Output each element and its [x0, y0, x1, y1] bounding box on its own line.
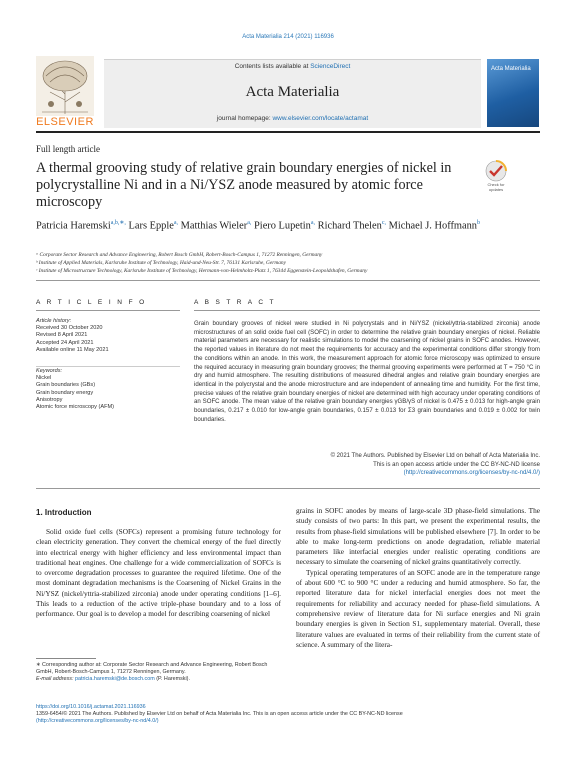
affiliation-c: ᶜ Institute of Microstructure Technology, Karlsruhe Institute of Technology, Hermann-von-Helmholtz-Platz 1, 76344 Eggenstein-Leopoldshafen, Germany: [36, 268, 368, 274]
author-name[interactable]: Michael J. Hoffmann: [388, 220, 478, 232]
intro-paragraph-2: grains in SOFC anodes by means of large-scale 3D phase-field simulations. The study consists of two parts: In this part, we present the experimental results, the results from phase-field simulations will be published elsewhere [7]. In order to be able to make long-term predictions on anode degradation, reliable material parameters like interfacial energies under realistic operating conditions are necessary to simulate the coarsening of nickel grains quantitatively correctly.: [296, 506, 540, 567]
intro-paragraph-3: Typical operating temperatures of an SOFC anode are in the temperature range of about 600 °C to 900 °C under a reducing and humid atmosphere. So far, the reported literature data for nickel interfacial energies does not meet the requirements for reliability and accuracy needed for phase-field simulations. A comprehensive review of literature data for Ni surface energies and Ni grain boundary energies is given in Section S1, supplementary material. Overall, these literature values are evaluated in terms of their reliability from the current state of science. A summary of the litera-: [296, 567, 540, 649]
author-affiliation-marker[interactable]: c,: [381, 220, 386, 226]
title-rule: [36, 280, 540, 281]
author-affiliation-marker[interactable]: a,: [310, 220, 316, 226]
email-line: [36, 676, 281, 683]
footnote: [36, 662, 281, 683]
issn-line: 1359-6454/© 2021 The Authors. Published by Elsevier Ltd on behalf of Acta Materialia Inc. This is an open access article under the CC BY-NC-ND license: [36, 711, 403, 717]
journal-citation[interactable]: Acta Materialia 214 (2021) 116936: [242, 34, 334, 40]
history-revised: Revised 8 April 2021: [36, 332, 88, 339]
keywords-label: Keywords:: [36, 368, 63, 374]
article-history: [36, 318, 180, 354]
history-accepted: Accepted 24 April 2021: [36, 339, 94, 346]
author-affiliation-marker[interactable]: a,: [173, 220, 179, 226]
footnote-rule: [36, 658, 96, 659]
keyword-item: Grain boundaries (GBs): [36, 382, 96, 389]
contents-line: [104, 63, 481, 70]
history-label: Article history:: [36, 318, 72, 324]
abstract-heading: A B S T R A C T: [194, 299, 276, 306]
author-name[interactable]: Piero Lupetin: [254, 220, 311, 232]
affiliation-b: ᵇ Institute of Applied Materials, Karlsruhe Institute of Technology, Haid-und-Neu-Str. 7, 76131 Karlsruhe, Germany: [36, 260, 287, 266]
author-name[interactable]: Matthias Wieler: [180, 220, 248, 232]
author-affiliation-marker[interactable]: b: [477, 220, 481, 226]
email-link[interactable]: patricia.haremski@de.bosch.com: [74, 676, 155, 682]
homepage-link[interactable]: www.elsevier.com/locate/actamat: [272, 115, 369, 122]
journal-name: Acta Materialia: [245, 84, 340, 100]
journal-homepage-line: [104, 115, 481, 122]
article-title: A thermal grooving study of relative grain boundary energies of nickel in polycrystalline Ni and in a Ni/YSZ anode measured by atomic force microscopy: [36, 160, 452, 210]
abstract-bottom-rule: [36, 488, 540, 489]
elsevier-wordmark: ELSEVIER: [36, 116, 94, 128]
body-column-left: [36, 527, 281, 620]
keyword-item: Anisotropy: [36, 396, 63, 403]
cover-title: Acta Materialia: [491, 66, 531, 72]
contents-prefix: Contents lists available at: [234, 63, 311, 70]
sciencedirect-link[interactable]: ScienceDirect: [310, 63, 351, 70]
check-for-updates-label: Check for updates: [487, 182, 505, 192]
footer-license-link[interactable]: (http://creativecommons.org/licenses/by-nc-nd/4.0/): [36, 718, 159, 724]
page-footer: [36, 704, 540, 725]
license-link[interactable]: (http://creativecommons.org/licenses/by-nc-nd/4.0/): [403, 470, 540, 476]
crossmark-icon: [484, 160, 508, 198]
check-for-updates-badge[interactable]: [484, 160, 508, 198]
author-name[interactable]: Lars Epple: [128, 220, 174, 232]
article-info-heading: A R T I C L E I N F O: [36, 299, 147, 306]
author-list: [36, 216, 506, 233]
elsevier-tree-logo: [36, 56, 94, 116]
header-rule: [36, 131, 540, 133]
author-affiliation-marker[interactable]: a,: [247, 220, 252, 226]
intro-paragraph-1: Solid oxide fuel cells (SOFCs) represent a promising future technology for clean electricity generation. They convert the chemical energy of the fuel directly into electrical energy with higher efficiency and less environmental impact than traditional heat engines. One challenge for a wide commercialization of SOFCs is to overcome degradation processes to guarantee the required lifetime. One of the most dominant degradation mechanisms is the Coarsening of Nickel Grains in the Ni/YSZ (nickel/yttria-stabilized zirconia) anode under operating conditions [1–6]. This leads to a reduction of the active triple-phase boundary and to a loss of performance. Our goal is to develop a model for describing coarsening of nickel: [36, 527, 281, 619]
section-heading-introduction: 1. Introduction: [36, 508, 92, 517]
body-column-right: [296, 506, 540, 650]
keywords: [36, 368, 180, 411]
doi-link[interactable]: https://doi.org/10.1016/j.actamat.2021.116936: [36, 704, 146, 710]
author-name[interactable]: Patricia Haremski: [36, 220, 111, 232]
homepage-prefix: journal homepage:: [216, 115, 273, 122]
email-suffix: (P. Haremski).: [154, 676, 190, 682]
affiliation-a: ᵃ Corporate Sector Research and Advance Engineering, Robert Bosch GmbH, Robert-Bosch-Campus 1, 71272 Renningen, Germany: [36, 252, 323, 258]
abstract-copyright: [194, 452, 540, 478]
keyword-item: Nickel: [36, 375, 52, 382]
email-label: E-mail address:: [36, 676, 75, 682]
author-affiliation-marker[interactable]: a,b,∗,: [110, 220, 126, 226]
article-type: Full length article: [36, 144, 100, 154]
info-rule: [36, 310, 180, 311]
author-name[interactable]: Richard Thelen: [317, 220, 382, 232]
abstract-text: Grain boundary grooves of nickel were studied in Ni polycrystals and in Ni/YSZ (nickel/yttria-stabilized zirconia) anode microstructures of an solid oxide fuel cell (SOFC) in order to determine the relative grain boundary energies of nickel. Reliable material parameters are necessary for realistic simulations to model the coarsening of nickel grains in SOFC anodes. However, the reported values in literature do not meet the requirements for accuracy and the experimental conditions differ strongly from the conditions within an anode. In this work, the measurement approach for atomic force microscopy was optimized to ensure the required accuracy in measuring grain boundary grooves; the thermal grooving experiments were performed at T = 750 °C in dry and humid atmosphere. The resulting distributions of measured dihedral angles and relative grain boundary energies are identical in the polycrystal and the anode microstructure and are independent of annealing time and humidity. For the first time, precise values of the relative grain boundary energies of nickel are determined with high accuracy under operating conditions of an SOFC anode. The mean value of the relative grain boundary energies γGB/γS of nickel is 0.475 ± 0.013 for high-angle grain boundaries, 0.217 ± 0.010 for low-angle grain boundaries, 0.157 ± 0.013 for Σ3 grain boundaries and 0.019 ± 0.002 for twin boundaries.: [194, 320, 540, 423]
corresponding-author-note: ∗ Corresponding author at: Corporate Sector Research and Advance Engineering, Robert Bosch GmbH, Robert-Bosch-Campus 1, 71272 Renningen, Germany.: [36, 662, 268, 675]
keywords-rule: [36, 366, 180, 367]
copyright-line-1: © 2021 The Authors. Published by Elsevier Ltd on behalf of Acta Materialia Inc.: [330, 453, 540, 459]
keyword-item: Grain boundary energy: [36, 389, 94, 396]
history-received: Received 30 October 2020: [36, 325, 103, 332]
keyword-item: Atomic force microscopy (AFM): [36, 404, 115, 411]
copyright-line-2: This is an open access article under the CC BY-NC-ND license: [373, 461, 540, 468]
history-online: Available online 11 May 2021: [36, 346, 109, 353]
abstract-rule: [194, 310, 540, 311]
